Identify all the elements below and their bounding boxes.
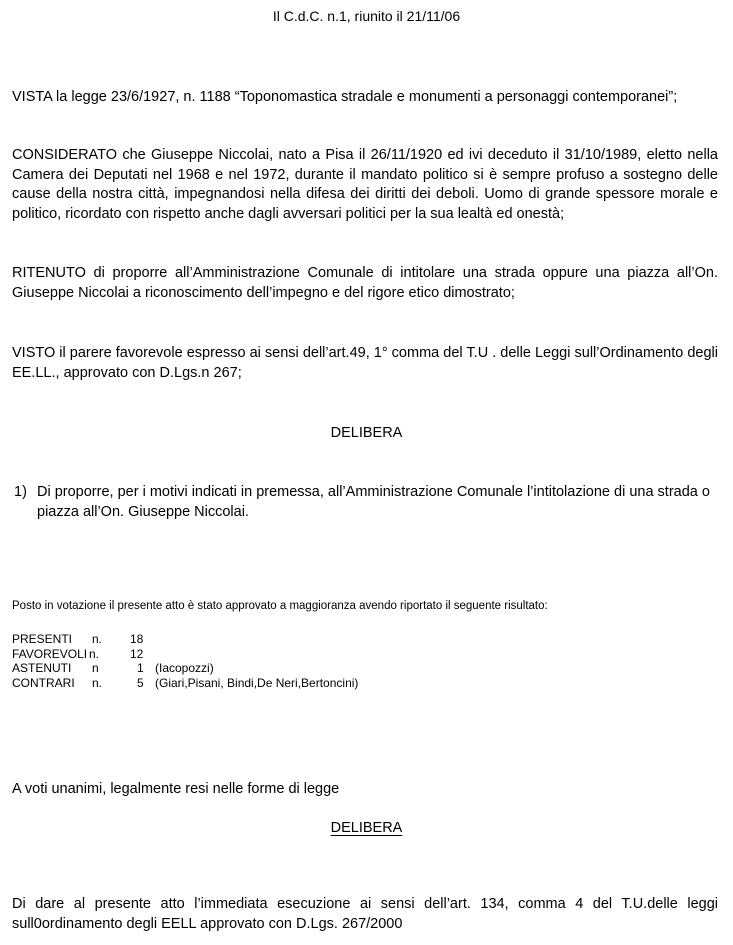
vote-label: PRESENTI [12,632,73,646]
delibera-heading: DELIBERA [330,425,403,441]
vote-value: 18 [130,632,144,646]
delibera-heading-2 [0,820,733,836]
resolution-item-1 [12,482,718,522]
vote-value: 12 [130,646,144,661]
item-number: 1) [14,484,27,500]
vote-value: 1 [137,661,144,675]
vote-n: n. [92,632,103,646]
vote-intro: Posto in votazione il presente atto è stato approvato a maggioranza avendo riportato il seguente risultato: [12,600,548,612]
vote-label: ASTENUTI [12,661,72,675]
vote-n: n [92,661,99,675]
paragraph-considerato: CONSIDERATO che Giuseppe Niccolai, nato a Pisa il 26/11/1920 ed ivi deceduto il 31/10/1989, eletto nella Camera dei Deputati nel 1968 e nel 1972, durante il mandato politico si è sempre profuso a sostegno delle cause della nostra città, impegnandosi nella difesa dei diritti dei deboli. Uomo di grande spessore morale e politico, ricordato con rispetto anche dagli avversari politici per la sua lealtà ed onestà; [12,147,718,222]
vote-label: CONTRARI [12,675,75,690]
delibera-heading-text: DELIBERA [330,820,403,836]
vote-n: n. [92,675,103,690]
document-header: Il C.d.C. n.1, riunito il 21/11/06 [272,8,461,24]
vote-note: (Iacopozzi) [155,661,214,675]
vote-label: FAVOREVOLI [12,646,88,661]
item-text: Di proporre, per i motivi indicati in premessa, all’Amministrazione Comunale l’intitolazione di una strada o piazza all’On. Giuseppe Niccolai. [37,484,710,520]
paragraph-vista: VISTA la legge 23/6/1927, n. 1188 “Toponomastica stradale e monumenti a personaggi contemporanei”; [12,89,678,105]
final-resolution: Di dare al presente atto l’immediata esecuzione ai sensi dell’art. 134, comma 4 del T.U.delle leggi sull0ordinamento degli EELL approvato con D.Lgs. 267/2000 [12,896,718,932]
vote-n: n. [89,646,100,661]
paragraph-visto: VISTO il parere favorevole espresso ai sensi dell’art.49, 1° comma del T.U . delle Leggi sull’Ordinamento degli EE.LL., approvato con D.Lgs.n 267; [12,345,718,381]
vote-value: 5 [137,675,144,690]
vote-note: (Giari,Pisani, Bindi,De Neri,Bertoncini) [155,675,359,690]
unanimi-statement: A voti unanimi, legalmente resi nelle forme di legge [12,781,340,797]
paragraph-ritenuto: RITENUTO di proporre all’Amministrazione Comunale di intitolare una strada oppure una piazza all’On. Giuseppe Niccolai a riconoscimento dell’impegno e del rigore etico dimostrato; [12,265,718,301]
